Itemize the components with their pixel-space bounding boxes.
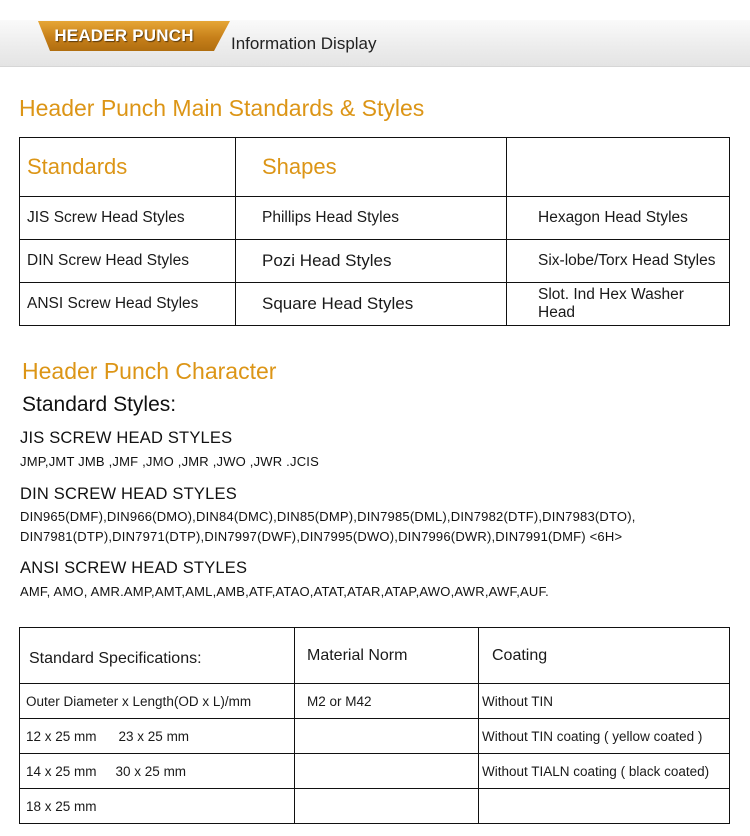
table-row — [20, 197, 730, 240]
table-row — [20, 240, 730, 283]
table-row — [20, 283, 730, 326]
ansi-body: AMF, AMO, AMR.AMP,AMT,AML,AMB,ATF,ATAO,ATAT,ATAR,ATAP,AWO,AWR,AWF,AUF. — [20, 584, 549, 599]
header-cell: Shapes — [236, 138, 507, 197]
size-b: 30 x 25 mm — [115, 763, 187, 779]
table-cell: JIS Screw Head Styles — [20, 197, 236, 240]
jis-body: JMP,JMT JMB ,JMF ,JMO ,JMR ,JWO ,JWR .JCIS — [20, 454, 319, 469]
table-cell — [20, 719, 295, 754]
table-cell: Pozi Head Styles — [236, 240, 507, 283]
table-cell: M2 or M42 — [295, 684, 479, 719]
section-title-character: Header Punch Character — [22, 358, 277, 384]
table-cell: Phillips Head Styles — [236, 197, 507, 240]
din-line-2: DIN7981(DTP),DIN7971(DTP),DIN7997(DWF),DIN7995(DWO),DIN7996(DWR),DIN7991(DMF) <6H> — [20, 529, 623, 544]
jis-title: JIS SCREW HEAD STYLES — [20, 429, 233, 447]
size-b: 23 x 25 mm — [118, 728, 190, 744]
header-badge-label: HEADER PUNCH — [54, 26, 194, 45]
table-row — [20, 719, 730, 754]
table-cell: DIN Screw Head Styles — [20, 240, 236, 283]
header-cell: Coating — [479, 628, 730, 684]
table-header-row — [20, 628, 730, 684]
table-row — [20, 789, 730, 824]
table-cell — [295, 754, 479, 789]
table-row — [20, 754, 730, 789]
header-cell: Standard Specifications: — [20, 628, 295, 684]
size-a: 12 x 25 mm — [26, 728, 97, 744]
standards-table — [19, 137, 730, 326]
size-a: Outer Diameter x Length(OD x L)/mm — [26, 693, 252, 709]
header-cell — [507, 138, 730, 197]
din-title: DIN SCREW HEAD STYLES — [20, 485, 237, 503]
din-body — [20, 507, 740, 547]
specifications-table — [19, 627, 730, 824]
ansi-title: ANSI SCREW HEAD STYLES — [20, 559, 248, 577]
table-cell: Without TIALN coating ( black coated) — [479, 754, 730, 789]
section-title-standards: Header Punch Main Standards & Styles — [19, 95, 425, 121]
table-cell: Without TIN — [479, 684, 730, 719]
table-cell — [295, 789, 479, 824]
table-cell: Six-lobe/Torx Head Styles — [507, 240, 730, 283]
banner-title: Information Display — [231, 34, 377, 53]
din-line-1: DIN965(DMF),DIN966(DMO),DIN84(DMC),DIN85(DMP),DIN7985(DML),DIN7982(DTF),DIN7983(DTO), — [20, 509, 636, 524]
table-cell — [295, 719, 479, 754]
table-header-row — [20, 138, 730, 197]
size-a: 14 x 25 mm — [26, 763, 97, 779]
table-cell — [20, 684, 295, 719]
table-cell: Slot. Ind Hex Washer Head — [507, 283, 730, 326]
table-cell: 18 x 25 mm — [20, 789, 295, 824]
header-cell: Material Norm — [295, 628, 479, 684]
table-cell: Square Head Styles — [236, 283, 507, 326]
header-cell: Standards — [20, 138, 236, 197]
standard-styles-heading: Standard Styles: — [22, 393, 177, 416]
table-cell: Hexagon Head Styles — [507, 197, 730, 240]
table-cell: Without TIN coating ( yellow coated ) — [479, 719, 730, 754]
table-cell: ANSI Screw Head Styles — [20, 283, 236, 326]
table-cell — [20, 754, 295, 789]
table-row — [20, 684, 730, 719]
table-cell — [479, 789, 730, 824]
